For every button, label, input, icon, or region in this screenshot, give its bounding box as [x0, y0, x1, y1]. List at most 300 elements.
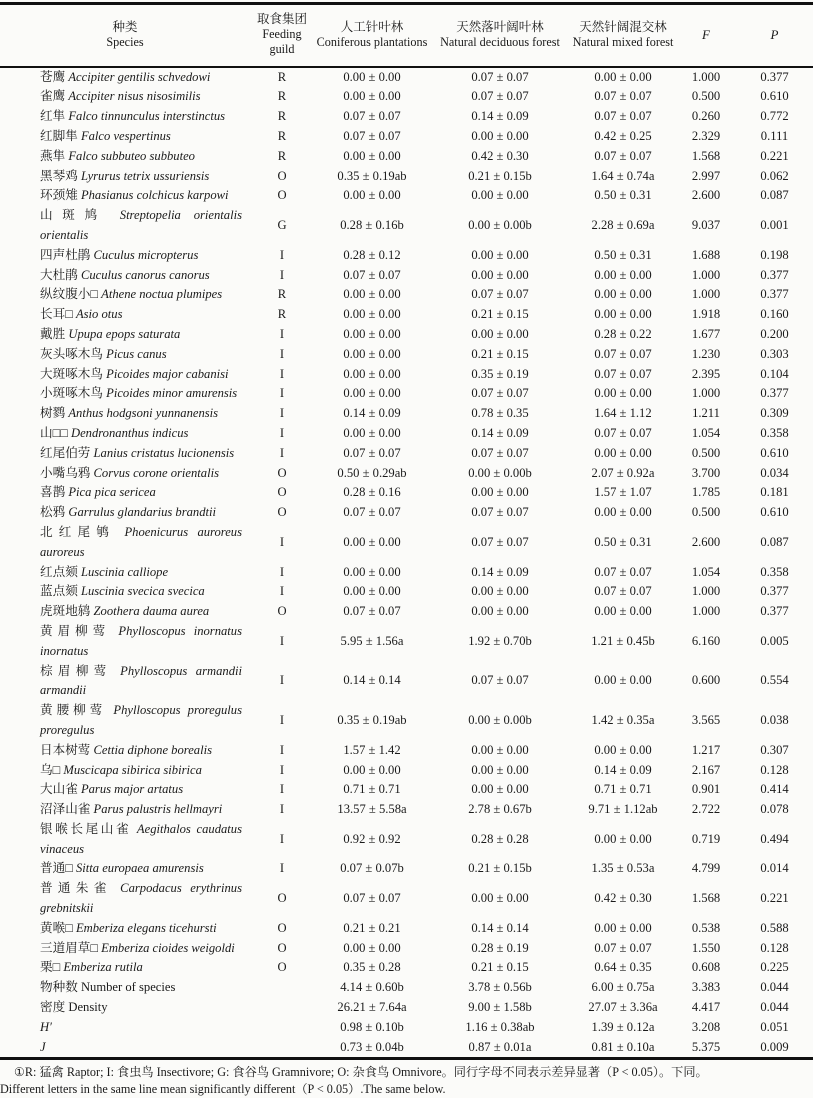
species-chinese-name: 树鹨 [40, 406, 69, 421]
species-chinese-name: 红尾伯劳 [40, 445, 94, 460]
table-row [0, 384, 813, 404]
species-chinese-name: 大杜鹃 [40, 267, 81, 282]
cell-feeding-guild: I [279, 633, 285, 648]
table-row [0, 780, 813, 800]
table-row [0, 741, 813, 761]
cell-species-name [0, 820, 250, 860]
species-latin-name: Falco tinnunculus interstinctus [68, 109, 226, 124]
species-latin-name: Picoides minor amurensis [106, 386, 238, 401]
cell-feeding-guild: I [279, 247, 285, 262]
species-chinese-name: 乌□ [40, 762, 64, 777]
species-chinese-name: 物种数 [40, 980, 81, 995]
cell-p-value: 0.051 [760, 1019, 789, 1034]
cell-coniferous-plantations: 13.57 ± 5.58a [337, 802, 407, 817]
species-chinese-name: 黄喉□ [40, 920, 76, 935]
cell-natural-deciduous-forest: 0.14 ± 0.09 [471, 109, 529, 124]
col-header-mixed [570, 4, 676, 67]
species-chinese-name: 棕眉柳莺 [40, 663, 121, 678]
table-row [0, 958, 813, 978]
cell-f-statistic: 1.677 [691, 326, 721, 341]
cell-p-value: 0.377 [760, 386, 789, 401]
cell-feeding-guild: I [279, 713, 285, 727]
cell-natural-deciduous-forest: 0.21 ± 0.15 [471, 960, 529, 975]
cell-natural-deciduous-forest: 0.21 ± 0.15b [468, 168, 532, 183]
cell-feeding-guild: O [277, 960, 287, 975]
cell-species-name [0, 206, 250, 246]
cell-feeding-guild: O [277, 188, 287, 203]
col-header-guild [250, 4, 314, 67]
cell-natural-deciduous-forest: 0.00 ± 0.00 [471, 129, 529, 143]
cell-species-name [0, 147, 250, 167]
table-row [0, 978, 813, 998]
species-latin-name: Athene noctua plumipes [101, 287, 223, 302]
cell-natural-mixed-forest: 0.00 ± 0.00 [594, 920, 652, 935]
table-row [0, 523, 813, 563]
cell-f-statistic: 3.565 [691, 713, 721, 727]
cell-natural-mixed-forest: 0.00 ± 0.00 [594, 831, 652, 846]
cell-feeding-guild: G [277, 218, 287, 233]
cell-p-value: 0.358 [760, 425, 789, 440]
species-latin-name: Parus major artatus [80, 782, 184, 797]
cell-f-statistic: 3.383 [691, 980, 721, 995]
species-latin-name: Pica pica sericea [68, 485, 156, 500]
cell-natural-deciduous-forest: 0.00 ± 0.00b [468, 713, 532, 727]
cell-feeding-guild: I [279, 406, 285, 421]
cell-p-value: 0.062 [760, 168, 789, 183]
cell-p-value: 0.554 [760, 673, 789, 688]
cell-natural-deciduous-forest: 0.00 ± 0.00 [471, 485, 529, 500]
table-row [0, 67, 813, 88]
species-latin-name: Muscicapa sibirica sibirica [63, 762, 202, 777]
cell-species-name [0, 662, 250, 702]
cell-f-statistic: 1.000 [691, 267, 721, 282]
species-english-label: Number of species [80, 980, 176, 995]
species-chinese-name: 红脚隼 [40, 129, 81, 143]
cell-f-statistic: 1.568 [691, 148, 721, 163]
cell-f-statistic: 2.329 [691, 129, 721, 143]
cell-p-value: 0.772 [760, 109, 789, 124]
cell-coniferous-plantations: 0.00 ± 0.00 [343, 346, 401, 361]
col-header-species-zh: 种类 [112, 19, 138, 34]
cell-p-value: 0.377 [760, 287, 789, 302]
cell-natural-deciduous-forest: 0.28 ± 0.28 [471, 831, 529, 846]
cell-coniferous-plantations: 0.00 ± 0.00 [343, 366, 401, 381]
species-latin-name: Asio otus [75, 307, 123, 322]
table-row [0, 582, 813, 602]
cell-natural-deciduous-forest: 0.21 ± 0.15b [468, 861, 532, 876]
cell-coniferous-plantations: 0.73 ± 0.04b [340, 1039, 404, 1054]
cell-f-statistic: 0.608 [691, 960, 721, 975]
table-row [0, 939, 813, 959]
cell-p-value: 0.001 [760, 218, 789, 233]
cell-natural-deciduous-forest: 0.00 ± 0.00 [471, 604, 529, 619]
cell-f-statistic: 1.217 [691, 742, 721, 757]
cell-f-statistic: 2.600 [691, 534, 721, 549]
col-header-coniferous-en: Coniferous plantations [316, 34, 428, 49]
cell-feeding-guild: I [279, 267, 285, 282]
cell-species-name [0, 958, 250, 978]
cell-natural-mixed-forest: 6.00 ± 0.75a [591, 980, 655, 995]
table-row [0, 325, 813, 345]
cell-f-statistic: 6.160 [691, 633, 721, 648]
cell-natural-mixed-forest: 0.00 ± 0.00 [594, 307, 652, 322]
cell-natural-deciduous-forest: 0.00 ± 0.00b [468, 218, 532, 233]
cell-natural-deciduous-forest: 0.07 ± 0.07 [471, 69, 529, 84]
species-chinese-name: 雀鹰 [40, 89, 69, 104]
cell-coniferous-plantations: 0.07 ± 0.07 [343, 505, 401, 520]
cell-f-statistic: 1.785 [691, 485, 721, 500]
cell-feeding-guild: I [279, 425, 285, 440]
species-english-label: Density [68, 1000, 108, 1015]
cell-f-statistic: 1.054 [691, 564, 721, 579]
cell-coniferous-plantations: 0.28 ± 0.16 [343, 485, 401, 500]
cell-p-value: 0.009 [760, 1039, 789, 1054]
cell-natural-deciduous-forest: 3.78 ± 0.56b [468, 980, 532, 995]
cell-coniferous-plantations: 0.35 ± 0.19ab [337, 168, 407, 183]
table-row [0, 424, 813, 444]
species-latin-name: Cuculus micropterus [93, 247, 199, 262]
cell-f-statistic: 1.000 [691, 287, 721, 302]
cell-coniferous-plantations: 0.00 ± 0.00 [343, 307, 401, 322]
table-row [0, 800, 813, 820]
table-row [0, 820, 813, 860]
cell-natural-mixed-forest: 1.64 ± 1.12 [594, 406, 652, 421]
cell-coniferous-plantations: 0.35 ± 0.28 [343, 960, 401, 975]
cell-p-value: 0.309 [760, 406, 789, 421]
col-header-coniferous-zh: 人工针叶林 [340, 19, 404, 34]
species-chinese-name: 小斑啄木鸟 [40, 386, 107, 401]
cell-natural-mixed-forest: 1.21 ± 0.45b [591, 633, 655, 648]
species-chinese-name: 黑琴鸡 [40, 168, 81, 183]
cell-natural-mixed-forest: 0.07 ± 0.07 [594, 109, 652, 124]
species-chinese-name: 银喉长尾山雀 [40, 821, 137, 836]
cell-natural-deciduous-forest: 0.00 ± 0.00 [471, 584, 529, 599]
cell-f-statistic: 1.054 [691, 425, 721, 440]
cell-natural-mixed-forest: 0.50 ± 0.31 [594, 247, 652, 262]
species-latin-name: Cettia diphone borealis [93, 742, 212, 757]
col-header-deciduous-zh: 天然落叶阔叶林 [456, 19, 544, 34]
cell-coniferous-plantations: 0.07 ± 0.07 [343, 445, 401, 460]
cell-natural-deciduous-forest: 0.28 ± 0.19 [471, 940, 529, 955]
cell-p-value: 0.034 [760, 465, 789, 480]
cell-species-name [0, 87, 250, 107]
cell-coniferous-plantations: 0.07 ± 0.07 [343, 891, 401, 906]
cell-f-statistic: 1.000 [691, 584, 721, 599]
cell-coniferous-plantations: 0.92 ± 0.92 [343, 831, 401, 846]
species-latin-name: Picoides major cabanisi [106, 366, 229, 381]
cell-natural-mixed-forest: 1.64 ± 0.74a [591, 168, 655, 183]
cell-coniferous-plantations: 0.14 ± 0.14 [343, 673, 401, 688]
table-row [0, 1018, 813, 1038]
cell-species-name [0, 701, 250, 741]
species-table-body [0, 67, 813, 1059]
table-row [0, 998, 813, 1018]
cell-coniferous-plantations: 0.00 ± 0.00 [343, 188, 401, 203]
cell-coniferous-plantations: 26.21 ± 7.64a [337, 1000, 407, 1015]
cell-f-statistic: 0.260 [691, 109, 721, 124]
cell-species-name [0, 67, 250, 88]
cell-p-value: 0.225 [760, 960, 789, 975]
species-chinese-name: 红点颏 [40, 564, 81, 579]
cell-species-name [0, 424, 250, 444]
species-latin-name: H′ [40, 1019, 52, 1034]
cell-p-value: 0.104 [760, 366, 789, 381]
species-latin-name: Corvus corone orientalis [93, 465, 219, 480]
cell-natural-mixed-forest: 27.07 ± 3.36a [588, 1000, 658, 1015]
cell-natural-deciduous-forest: 0.00 ± 0.00 [471, 762, 529, 777]
cell-p-value: 0.221 [760, 148, 789, 163]
cell-species-name [0, 345, 250, 365]
species-latin-name: Cuculus canorus canorus [80, 267, 210, 282]
cell-natural-mixed-forest: 0.00 ± 0.00 [594, 267, 652, 282]
species-latin-name: Carpodacus erythrinus grebnitskii [40, 881, 242, 916]
cell-f-statistic: 1.550 [691, 940, 721, 955]
species-chinese-name: 纵纹腹小□ [40, 287, 102, 302]
cell-natural-deciduous-forest: 1.92 ± 0.70b [468, 633, 532, 648]
species-chinese-name: 黄腰柳莺 [40, 703, 114, 718]
species-chinese-name: 燕隼 [40, 148, 69, 163]
cell-feeding-guild: I [279, 762, 285, 777]
col-header-f-statistic: F [676, 4, 736, 67]
species-latin-name: Phoenicurus auroreus auroreus [40, 524, 242, 559]
cell-species-name [0, 127, 250, 147]
cell-f-statistic: 2.167 [691, 762, 721, 777]
table-row [0, 147, 813, 167]
cell-p-value: 0.128 [760, 762, 789, 777]
cell-coniferous-plantations: 0.21 ± 0.21 [343, 920, 401, 935]
cell-coniferous-plantations: 0.00 ± 0.00 [343, 287, 401, 302]
cell-f-statistic: 0.538 [691, 920, 721, 935]
cell-f-statistic: 0.600 [691, 673, 721, 688]
footnote-line-2: Different letters in the same line mean significantly different（P < 0.05）.The same below. [0, 1082, 446, 1097]
species-latin-name: Phylloscopus inornatus inornatus [40, 623, 242, 658]
cell-feeding-guild [250, 978, 314, 998]
cell-feeding-guild: I [279, 802, 285, 817]
cell-coniferous-plantations: 0.00 ± 0.00 [343, 425, 401, 440]
cell-natural-deciduous-forest: 0.07 ± 0.07 [471, 673, 529, 688]
cell-coniferous-plantations: 0.28 ± 0.16b [340, 218, 404, 233]
cell-p-value: 0.377 [760, 69, 789, 84]
table-header [0, 4, 813, 67]
species-latin-name: Picus canus [106, 346, 167, 361]
cell-p-value: 0.377 [760, 584, 789, 599]
cell-feeding-guild: I [279, 386, 285, 401]
cell-species-name [0, 563, 250, 583]
cell-feeding-guild: O [277, 604, 287, 619]
table-row [0, 305, 813, 325]
cell-f-statistic: 1.000 [691, 386, 721, 401]
cell-feeding-guild: I [279, 366, 285, 381]
cell-species-name [0, 285, 250, 305]
cell-feeding-guild: O [277, 891, 287, 906]
cell-p-value: 0.044 [760, 1000, 789, 1015]
cell-species-name [0, 305, 250, 325]
footnote [0, 1064, 813, 1098]
cell-natural-deciduous-forest: 0.00 ± 0.00 [471, 782, 529, 797]
cell-natural-mixed-forest: 0.00 ± 0.00 [594, 742, 652, 757]
cell-p-value: 0.307 [760, 742, 789, 757]
species-chinese-name: 苍鹰 [40, 69, 69, 84]
cell-coniferous-plantations: 0.00 ± 0.00 [343, 584, 401, 599]
species-latin-name: Zoothera dauma aurea [93, 604, 210, 619]
table-row [0, 206, 813, 246]
cell-species-name [0, 186, 250, 206]
cell-f-statistic: 3.700 [691, 465, 721, 480]
cell-coniferous-plantations: 0.00 ± 0.00 [343, 386, 401, 401]
species-latin-name: Emberiza rutila [63, 960, 143, 975]
cell-natural-mixed-forest: 2.28 ± 0.69a [591, 218, 655, 233]
col-header-species [0, 4, 250, 67]
cell-coniferous-plantations: 0.00 ± 0.00 [343, 89, 401, 104]
species-latin-name: Accipiter gentilis schvedowi [68, 69, 211, 84]
cell-natural-deciduous-forest: 0.14 ± 0.09 [471, 425, 529, 440]
cell-p-value: 0.610 [760, 505, 789, 520]
species-chinese-name: 北红尾鸲 [40, 524, 125, 539]
cell-coniferous-plantations: 0.00 ± 0.00 [343, 326, 401, 341]
cell-species-name [0, 483, 250, 503]
cell-species-name [0, 246, 250, 266]
cell-feeding-guild: R [277, 89, 287, 104]
col-header-species-en: Species [106, 34, 144, 49]
cell-p-value: 0.358 [760, 564, 789, 579]
species-latin-name: Sitta europaea amurensis [75, 861, 204, 876]
cell-natural-mixed-forest: 0.07 ± 0.07 [594, 366, 652, 381]
cell-p-value: 0.111 [760, 129, 789, 143]
cell-p-value: 0.588 [760, 920, 789, 935]
header-row [0, 4, 813, 67]
cell-species-name [0, 1038, 250, 1059]
footnote-line-1: ①R: 猛禽 Raptor; I: 食虫鸟 Insectivore; G: 食谷鸟 Gramnivore; O: 杂食鸟 Omnivore。同行字母不同表示差异显著（P < 0.05）。下同。 [14, 1065, 708, 1080]
cell-f-statistic: 1.211 [692, 406, 720, 421]
cell-natural-mixed-forest: 2.07 ± 0.92a [591, 465, 655, 480]
cell-species-name [0, 404, 250, 424]
cell-species-name [0, 622, 250, 662]
species-latin-name: Phasianus colchicus karpowi [80, 188, 229, 203]
cell-p-value: 0.414 [760, 782, 789, 797]
cell-natural-deciduous-forest: 0.00 ± 0.00 [471, 188, 529, 203]
cell-species-name [0, 800, 250, 820]
cell-natural-deciduous-forest: 0.42 ± 0.30 [471, 148, 529, 163]
cell-feeding-guild: I [279, 534, 285, 549]
cell-feeding-guild: O [277, 920, 287, 935]
species-chinese-name: 环颈雉 [40, 188, 81, 203]
cell-species-name [0, 107, 250, 127]
species-chinese-name: 三道眉草□ [40, 940, 102, 955]
cell-coniferous-plantations: 0.07 ± 0.07 [343, 267, 401, 282]
species-chinese-name: 山斑鸠 [40, 208, 120, 223]
species-chinese-name: 大山雀 [40, 782, 81, 797]
species-chinese-name: 沼泽山雀 [40, 802, 94, 817]
cell-f-statistic: 2.395 [691, 366, 721, 381]
species-chinese-name: 四声杜鹃 [40, 247, 94, 262]
cell-f-statistic: 1.000 [691, 69, 721, 84]
cell-p-value: 0.014 [760, 861, 789, 876]
cell-feeding-guild: O [277, 465, 287, 480]
cell-p-value: 0.494 [760, 831, 789, 846]
cell-natural-mixed-forest: 0.64 ± 0.35 [594, 960, 652, 975]
cell-natural-deciduous-forest: 0.07 ± 0.07 [471, 445, 529, 460]
cell-coniferous-plantations: 0.07 ± 0.07 [343, 604, 401, 619]
cell-coniferous-plantations: 0.07 ± 0.07 [343, 129, 401, 143]
species-chinese-name: 大斑啄木鸟 [40, 366, 107, 381]
cell-natural-mixed-forest: 0.07 ± 0.07 [594, 148, 652, 163]
col-header-guild-zh: 取食集团 [256, 12, 307, 26]
cell-natural-mixed-forest: 0.42 ± 0.25 [594, 129, 652, 143]
species-latin-name: Anthus hodgsoni yunnanensis [68, 406, 219, 421]
species-abundance-table [0, 2, 813, 1060]
species-latin-name: Phylloscopus proregulus proregulus [40, 703, 242, 737]
cell-natural-deciduous-forest: 1.16 ± 0.38ab [465, 1019, 535, 1034]
table-row [0, 246, 813, 266]
cell-natural-mixed-forest: 1.57 ± 1.07 [594, 485, 652, 500]
species-chinese-name: 蓝点颏 [40, 584, 81, 599]
cell-p-value: 0.087 [760, 188, 789, 203]
species-chinese-name: 喜鹊 [40, 485, 69, 500]
cell-natural-deciduous-forest: 0.14 ± 0.09 [471, 564, 529, 579]
cell-natural-mixed-forest: 0.07 ± 0.07 [594, 346, 652, 361]
species-chinese-name: 山□□ [40, 425, 71, 440]
cell-species-name [0, 325, 250, 345]
cell-natural-deciduous-forest: 0.00 ± 0.00b [468, 465, 532, 480]
cell-feeding-guild [250, 1018, 314, 1038]
table-row [0, 365, 813, 385]
cell-natural-mixed-forest: 0.50 ± 0.31 [594, 188, 652, 203]
cell-f-statistic: 5.375 [691, 1039, 721, 1054]
species-chinese-name: 虎斑地鸫 [40, 604, 94, 619]
cell-f-statistic: 0.901 [691, 782, 721, 797]
cell-coniferous-plantations: 0.00 ± 0.00 [343, 534, 401, 549]
species-latin-name: Luscinia svecica svecica [80, 584, 205, 599]
cell-coniferous-plantations: 0.28 ± 0.12 [343, 247, 401, 262]
cell-feeding-guild: I [279, 831, 285, 846]
species-chinese-name: 普通朱雀 [40, 881, 121, 896]
cell-feeding-guild: I [279, 782, 285, 797]
table-row [0, 622, 813, 662]
species-latin-name: Aegithalos caudatus vinaceus [40, 821, 242, 856]
col-header-mixed-zh: 天然针阔混交林 [579, 19, 667, 34]
cell-natural-mixed-forest: 0.07 ± 0.07 [594, 89, 652, 104]
table-row [0, 563, 813, 583]
cell-f-statistic: 2.997 [691, 168, 721, 183]
species-latin-name: Lyrurus tetrix ussuriensis [80, 168, 210, 183]
cell-species-name [0, 444, 250, 464]
species-chinese-name: 日本树莺 [40, 742, 94, 757]
species-latin-name: Streptopelia orientalis orientalis [40, 208, 242, 242]
cell-f-statistic: 1.568 [691, 891, 721, 906]
cell-species-name [0, 998, 250, 1018]
cell-species-name [0, 464, 250, 484]
cell-species-name [0, 879, 250, 919]
cell-feeding-guild: O [277, 505, 287, 520]
cell-natural-deciduous-forest: 0.00 ± 0.00 [471, 267, 529, 282]
cell-species-name [0, 365, 250, 385]
cell-natural-mixed-forest: 0.00 ± 0.00 [594, 604, 652, 619]
cell-species-name [0, 503, 250, 523]
cell-species-name [0, 167, 250, 187]
cell-natural-mixed-forest: 0.71 ± 0.71 [594, 782, 652, 797]
cell-coniferous-plantations: 0.07 ± 0.07b [340, 861, 404, 876]
table-row [0, 503, 813, 523]
cell-f-statistic: 0.719 [691, 831, 721, 846]
table-row [0, 859, 813, 879]
cell-natural-deciduous-forest: 9.00 ± 1.58b [468, 1000, 532, 1015]
cell-natural-deciduous-forest: 0.00 ± 0.00 [471, 742, 529, 757]
table-row [0, 404, 813, 424]
cell-feeding-guild: R [277, 287, 287, 302]
table-row [0, 662, 813, 702]
cell-species-name [0, 780, 250, 800]
cell-coniferous-plantations: 5.95 ± 1.56a [340, 633, 404, 648]
